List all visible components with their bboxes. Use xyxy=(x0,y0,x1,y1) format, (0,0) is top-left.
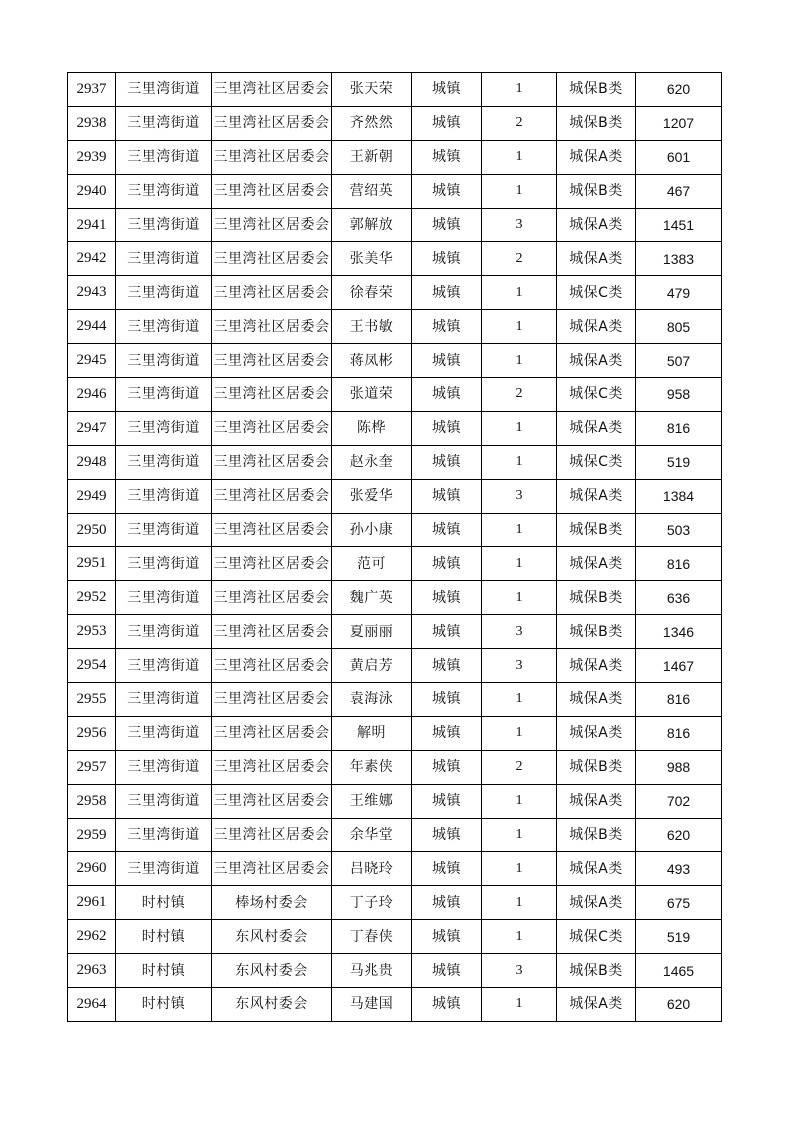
area-type-cell: 城镇 xyxy=(412,683,482,717)
amount-cell: 1346 xyxy=(636,615,722,649)
record-number-cell: 2949 xyxy=(68,479,116,513)
record-number-cell: 2964 xyxy=(68,988,116,1022)
person-name-cell: 孙小康 xyxy=(332,513,412,547)
table-row xyxy=(68,140,722,174)
area-type-cell: 城镇 xyxy=(412,954,482,988)
amount-cell: 519 xyxy=(636,445,722,479)
category-cell: 城保A类 xyxy=(557,716,636,750)
category-cell: 城保B类 xyxy=(557,513,636,547)
committee-cell: 三里湾社区居委会 xyxy=(212,276,332,310)
record-number-cell: 2943 xyxy=(68,276,116,310)
category-cell: 城保B类 xyxy=(557,174,636,208)
person-name-cell: 张天荣 xyxy=(332,73,412,107)
area-type-cell: 城镇 xyxy=(412,547,482,581)
household-count-cell: 1 xyxy=(482,411,557,445)
area-type-cell: 城镇 xyxy=(412,649,482,683)
record-number-cell: 2952 xyxy=(68,581,116,615)
street-cell: 三里湾街道 xyxy=(116,852,212,886)
category-cell: 城保B类 xyxy=(557,581,636,615)
street-cell: 三里湾街道 xyxy=(116,581,212,615)
area-type-cell: 城镇 xyxy=(412,208,482,242)
street-cell: 时村镇 xyxy=(116,988,212,1022)
table-body xyxy=(68,73,722,1022)
area-type-cell: 城镇 xyxy=(412,479,482,513)
table-row xyxy=(68,954,722,988)
record-number-cell: 2948 xyxy=(68,445,116,479)
committee-cell: 三里湾社区居委会 xyxy=(212,818,332,852)
record-number-cell: 2960 xyxy=(68,852,116,886)
category-cell: 城保C类 xyxy=(557,276,636,310)
table-row xyxy=(68,513,722,547)
person-name-cell: 营绍英 xyxy=(332,174,412,208)
table-row xyxy=(68,106,722,140)
category-cell: 城保B类 xyxy=(557,750,636,784)
household-count-cell: 1 xyxy=(482,784,557,818)
category-cell: 城保A类 xyxy=(557,310,636,344)
amount-cell: 620 xyxy=(636,818,722,852)
household-count-cell: 3 xyxy=(482,479,557,513)
category-cell: 城保A类 xyxy=(557,208,636,242)
street-cell: 三里湾街道 xyxy=(116,784,212,818)
committee-cell: 三里湾社区居委会 xyxy=(212,716,332,750)
area-type-cell: 城镇 xyxy=(412,174,482,208)
amount-cell: 1207 xyxy=(636,106,722,140)
household-count-cell: 2 xyxy=(482,750,557,784)
amount-cell: 620 xyxy=(636,73,722,107)
person-name-cell: 郭解放 xyxy=(332,208,412,242)
street-cell: 时村镇 xyxy=(116,920,212,954)
person-name-cell: 魏广英 xyxy=(332,581,412,615)
household-count-cell: 1 xyxy=(482,310,557,344)
street-cell: 时村镇 xyxy=(116,886,212,920)
table-row xyxy=(68,615,722,649)
table-row xyxy=(68,852,722,886)
category-cell: 城保C类 xyxy=(557,445,636,479)
area-type-cell: 城镇 xyxy=(412,852,482,886)
committee-cell: 棒场村委会 xyxy=(212,886,332,920)
household-count-cell: 1 xyxy=(482,73,557,107)
record-number-cell: 2953 xyxy=(68,615,116,649)
household-count-cell: 1 xyxy=(482,920,557,954)
household-count-cell: 1 xyxy=(482,818,557,852)
person-name-cell: 张爱华 xyxy=(332,479,412,513)
street-cell: 三里湾街道 xyxy=(116,106,212,140)
record-number-cell: 2950 xyxy=(68,513,116,547)
amount-cell: 636 xyxy=(636,581,722,615)
record-number-cell: 2962 xyxy=(68,920,116,954)
category-cell: 城保B类 xyxy=(557,954,636,988)
amount-cell: 816 xyxy=(636,547,722,581)
street-cell: 三里湾街道 xyxy=(116,818,212,852)
table-row xyxy=(68,818,722,852)
household-count-cell: 1 xyxy=(482,988,557,1022)
person-name-cell: 王新朝 xyxy=(332,140,412,174)
street-cell: 三里湾街道 xyxy=(116,479,212,513)
table-row xyxy=(68,547,722,581)
committee-cell: 三里湾社区居委会 xyxy=(212,784,332,818)
person-name-cell: 蒋凤彬 xyxy=(332,344,412,378)
record-number-cell: 2945 xyxy=(68,344,116,378)
committee-cell: 三里湾社区居委会 xyxy=(212,106,332,140)
street-cell: 三里湾街道 xyxy=(116,378,212,412)
committee-cell: 三里湾社区居委会 xyxy=(212,649,332,683)
record-number-cell: 2961 xyxy=(68,886,116,920)
area-type-cell: 城镇 xyxy=(412,581,482,615)
committee-cell: 三里湾社区居委会 xyxy=(212,208,332,242)
record-number-cell: 2944 xyxy=(68,310,116,344)
amount-cell: 620 xyxy=(636,988,722,1022)
household-count-cell: 1 xyxy=(482,852,557,886)
category-cell: 城保B类 xyxy=(557,106,636,140)
household-count-cell: 3 xyxy=(482,649,557,683)
household-count-cell: 2 xyxy=(482,378,557,412)
household-count-cell: 1 xyxy=(482,276,557,310)
amount-cell: 519 xyxy=(636,920,722,954)
record-number-cell: 2954 xyxy=(68,649,116,683)
record-number-cell: 2957 xyxy=(68,750,116,784)
household-count-cell: 1 xyxy=(482,445,557,479)
committee-cell: 东风村委会 xyxy=(212,954,332,988)
amount-cell: 816 xyxy=(636,716,722,750)
street-cell: 三里湾街道 xyxy=(116,208,212,242)
record-number-cell: 2940 xyxy=(68,174,116,208)
amount-cell: 507 xyxy=(636,344,722,378)
household-count-cell: 1 xyxy=(482,140,557,174)
person-name-cell: 年素侠 xyxy=(332,750,412,784)
table-row xyxy=(68,73,722,107)
amount-cell: 1383 xyxy=(636,242,722,276)
committee-cell: 三里湾社区居委会 xyxy=(212,242,332,276)
category-cell: 城保A类 xyxy=(557,140,636,174)
table-row xyxy=(68,208,722,242)
amount-cell: 816 xyxy=(636,411,722,445)
area-type-cell: 城镇 xyxy=(412,615,482,649)
street-cell: 三里湾街道 xyxy=(116,140,212,174)
person-name-cell: 陈桦 xyxy=(332,411,412,445)
amount-cell: 1451 xyxy=(636,208,722,242)
table-row xyxy=(68,174,722,208)
area-type-cell: 城镇 xyxy=(412,242,482,276)
area-type-cell: 城镇 xyxy=(412,445,482,479)
area-type-cell: 城镇 xyxy=(412,988,482,1022)
area-type-cell: 城镇 xyxy=(412,411,482,445)
table-row xyxy=(68,276,722,310)
area-type-cell: 城镇 xyxy=(412,276,482,310)
table-row xyxy=(68,411,722,445)
person-name-cell: 丁春侠 xyxy=(332,920,412,954)
record-number-cell: 2955 xyxy=(68,683,116,717)
amount-cell: 816 xyxy=(636,683,722,717)
committee-cell: 三里湾社区居委会 xyxy=(212,615,332,649)
record-number-cell: 2946 xyxy=(68,378,116,412)
category-cell: 城保A类 xyxy=(557,649,636,683)
committee-cell: 三里湾社区居委会 xyxy=(212,310,332,344)
amount-cell: 805 xyxy=(636,310,722,344)
street-cell: 时村镇 xyxy=(116,954,212,988)
street-cell: 三里湾街道 xyxy=(116,242,212,276)
table-row xyxy=(68,344,722,378)
person-name-cell: 解明 xyxy=(332,716,412,750)
assistance-table xyxy=(67,72,722,1022)
household-count-cell: 1 xyxy=(482,513,557,547)
table-row xyxy=(68,242,722,276)
street-cell: 三里湾街道 xyxy=(116,649,212,683)
committee-cell: 三里湾社区居委会 xyxy=(212,750,332,784)
area-type-cell: 城镇 xyxy=(412,784,482,818)
record-number-cell: 2941 xyxy=(68,208,116,242)
category-cell: 城保A类 xyxy=(557,479,636,513)
street-cell: 三里湾街道 xyxy=(116,445,212,479)
category-cell: 城保A类 xyxy=(557,988,636,1022)
table-row xyxy=(68,310,722,344)
category-cell: 城保B类 xyxy=(557,818,636,852)
category-cell: 城保A类 xyxy=(557,784,636,818)
category-cell: 城保A类 xyxy=(557,242,636,276)
committee-cell: 三里湾社区居委会 xyxy=(212,411,332,445)
category-cell: 城保A类 xyxy=(557,886,636,920)
street-cell: 三里湾街道 xyxy=(116,513,212,547)
household-count-cell: 1 xyxy=(482,344,557,378)
record-number-cell: 2951 xyxy=(68,547,116,581)
person-name-cell: 王维娜 xyxy=(332,784,412,818)
table-row xyxy=(68,784,722,818)
committee-cell: 东风村委会 xyxy=(212,988,332,1022)
person-name-cell: 马兆贵 xyxy=(332,954,412,988)
person-name-cell: 齐然然 xyxy=(332,106,412,140)
person-name-cell: 丁子玲 xyxy=(332,886,412,920)
area-type-cell: 城镇 xyxy=(412,886,482,920)
street-cell: 三里湾街道 xyxy=(116,716,212,750)
amount-cell: 1467 xyxy=(636,649,722,683)
area-type-cell: 城镇 xyxy=(412,818,482,852)
street-cell: 三里湾街道 xyxy=(116,615,212,649)
record-number-cell: 2958 xyxy=(68,784,116,818)
amount-cell: 503 xyxy=(636,513,722,547)
category-cell: 城保A类 xyxy=(557,547,636,581)
category-cell: 城保C类 xyxy=(557,378,636,412)
person-name-cell: 黄启芳 xyxy=(332,649,412,683)
committee-cell: 东风村委会 xyxy=(212,920,332,954)
area-type-cell: 城镇 xyxy=(412,378,482,412)
table-row xyxy=(68,378,722,412)
street-cell: 三里湾街道 xyxy=(116,411,212,445)
area-type-cell: 城镇 xyxy=(412,140,482,174)
committee-cell: 三里湾社区居委会 xyxy=(212,581,332,615)
amount-cell: 675 xyxy=(636,886,722,920)
table-row xyxy=(68,750,722,784)
amount-cell: 1384 xyxy=(636,479,722,513)
table-row xyxy=(68,886,722,920)
category-cell: 城保C类 xyxy=(557,920,636,954)
person-name-cell: 吕晓玲 xyxy=(332,852,412,886)
household-count-cell: 3 xyxy=(482,208,557,242)
committee-cell: 三里湾社区居委会 xyxy=(212,547,332,581)
category-cell: 城保A类 xyxy=(557,852,636,886)
table-row xyxy=(68,988,722,1022)
committee-cell: 三里湾社区居委会 xyxy=(212,344,332,378)
person-name-cell: 范可 xyxy=(332,547,412,581)
amount-cell: 958 xyxy=(636,378,722,412)
category-cell: 城保B类 xyxy=(557,615,636,649)
household-count-cell: 1 xyxy=(482,683,557,717)
amount-cell: 467 xyxy=(636,174,722,208)
household-count-cell: 1 xyxy=(482,886,557,920)
category-cell: 城保A类 xyxy=(557,411,636,445)
record-number-cell: 2959 xyxy=(68,818,116,852)
street-cell: 三里湾街道 xyxy=(116,276,212,310)
amount-cell: 1465 xyxy=(636,954,722,988)
person-name-cell: 余华堂 xyxy=(332,818,412,852)
amount-cell: 479 xyxy=(636,276,722,310)
person-name-cell: 袁海泳 xyxy=(332,683,412,717)
area-type-cell: 城镇 xyxy=(412,750,482,784)
category-cell: 城保A类 xyxy=(557,344,636,378)
street-cell: 三里湾街道 xyxy=(116,683,212,717)
household-count-cell: 1 xyxy=(482,716,557,750)
table-row xyxy=(68,683,722,717)
amount-cell: 493 xyxy=(636,852,722,886)
person-name-cell: 夏丽丽 xyxy=(332,615,412,649)
record-number-cell: 2947 xyxy=(68,411,116,445)
household-count-cell: 3 xyxy=(482,954,557,988)
table-row xyxy=(68,581,722,615)
area-type-cell: 城镇 xyxy=(412,344,482,378)
table-row xyxy=(68,649,722,683)
household-count-cell: 3 xyxy=(482,615,557,649)
household-count-cell: 2 xyxy=(482,106,557,140)
committee-cell: 三里湾社区居委会 xyxy=(212,683,332,717)
table-row xyxy=(68,716,722,750)
area-type-cell: 城镇 xyxy=(412,920,482,954)
household-count-cell: 2 xyxy=(482,242,557,276)
amount-cell: 988 xyxy=(636,750,722,784)
person-name-cell: 张道荣 xyxy=(332,378,412,412)
household-count-cell: 1 xyxy=(482,581,557,615)
record-number-cell: 2939 xyxy=(68,140,116,174)
household-count-cell: 1 xyxy=(482,547,557,581)
street-cell: 三里湾街道 xyxy=(116,750,212,784)
area-type-cell: 城镇 xyxy=(412,106,482,140)
committee-cell: 三里湾社区居委会 xyxy=(212,513,332,547)
committee-cell: 三里湾社区居委会 xyxy=(212,479,332,513)
committee-cell: 三里湾社区居委会 xyxy=(212,73,332,107)
street-cell: 三里湾街道 xyxy=(116,344,212,378)
committee-cell: 三里湾社区居委会 xyxy=(212,140,332,174)
committee-cell: 三里湾社区居委会 xyxy=(212,378,332,412)
committee-cell: 三里湾社区居委会 xyxy=(212,852,332,886)
street-cell: 三里湾街道 xyxy=(116,174,212,208)
street-cell: 三里湾街道 xyxy=(116,547,212,581)
person-name-cell: 张美华 xyxy=(332,242,412,276)
street-cell: 三里湾街道 xyxy=(116,73,212,107)
area-type-cell: 城镇 xyxy=(412,310,482,344)
record-number-cell: 2938 xyxy=(68,106,116,140)
household-count-cell: 1 xyxy=(482,174,557,208)
table-row xyxy=(68,920,722,954)
person-name-cell: 徐春荣 xyxy=(332,276,412,310)
table-row xyxy=(68,445,722,479)
amount-cell: 601 xyxy=(636,140,722,174)
person-name-cell: 王书敏 xyxy=(332,310,412,344)
table-row xyxy=(68,479,722,513)
area-type-cell: 城镇 xyxy=(412,73,482,107)
record-number-cell: 2942 xyxy=(68,242,116,276)
record-number-cell: 2956 xyxy=(68,716,116,750)
record-number-cell: 2937 xyxy=(68,73,116,107)
street-cell: 三里湾街道 xyxy=(116,310,212,344)
area-type-cell: 城镇 xyxy=(412,716,482,750)
area-type-cell: 城镇 xyxy=(412,513,482,547)
category-cell: 城保A类 xyxy=(557,683,636,717)
committee-cell: 三里湾社区居委会 xyxy=(212,174,332,208)
record-number-cell: 2963 xyxy=(68,954,116,988)
category-cell: 城保B类 xyxy=(557,73,636,107)
amount-cell: 702 xyxy=(636,784,722,818)
person-name-cell: 马建国 xyxy=(332,988,412,1022)
person-name-cell: 赵永奎 xyxy=(332,445,412,479)
committee-cell: 三里湾社区居委会 xyxy=(212,445,332,479)
